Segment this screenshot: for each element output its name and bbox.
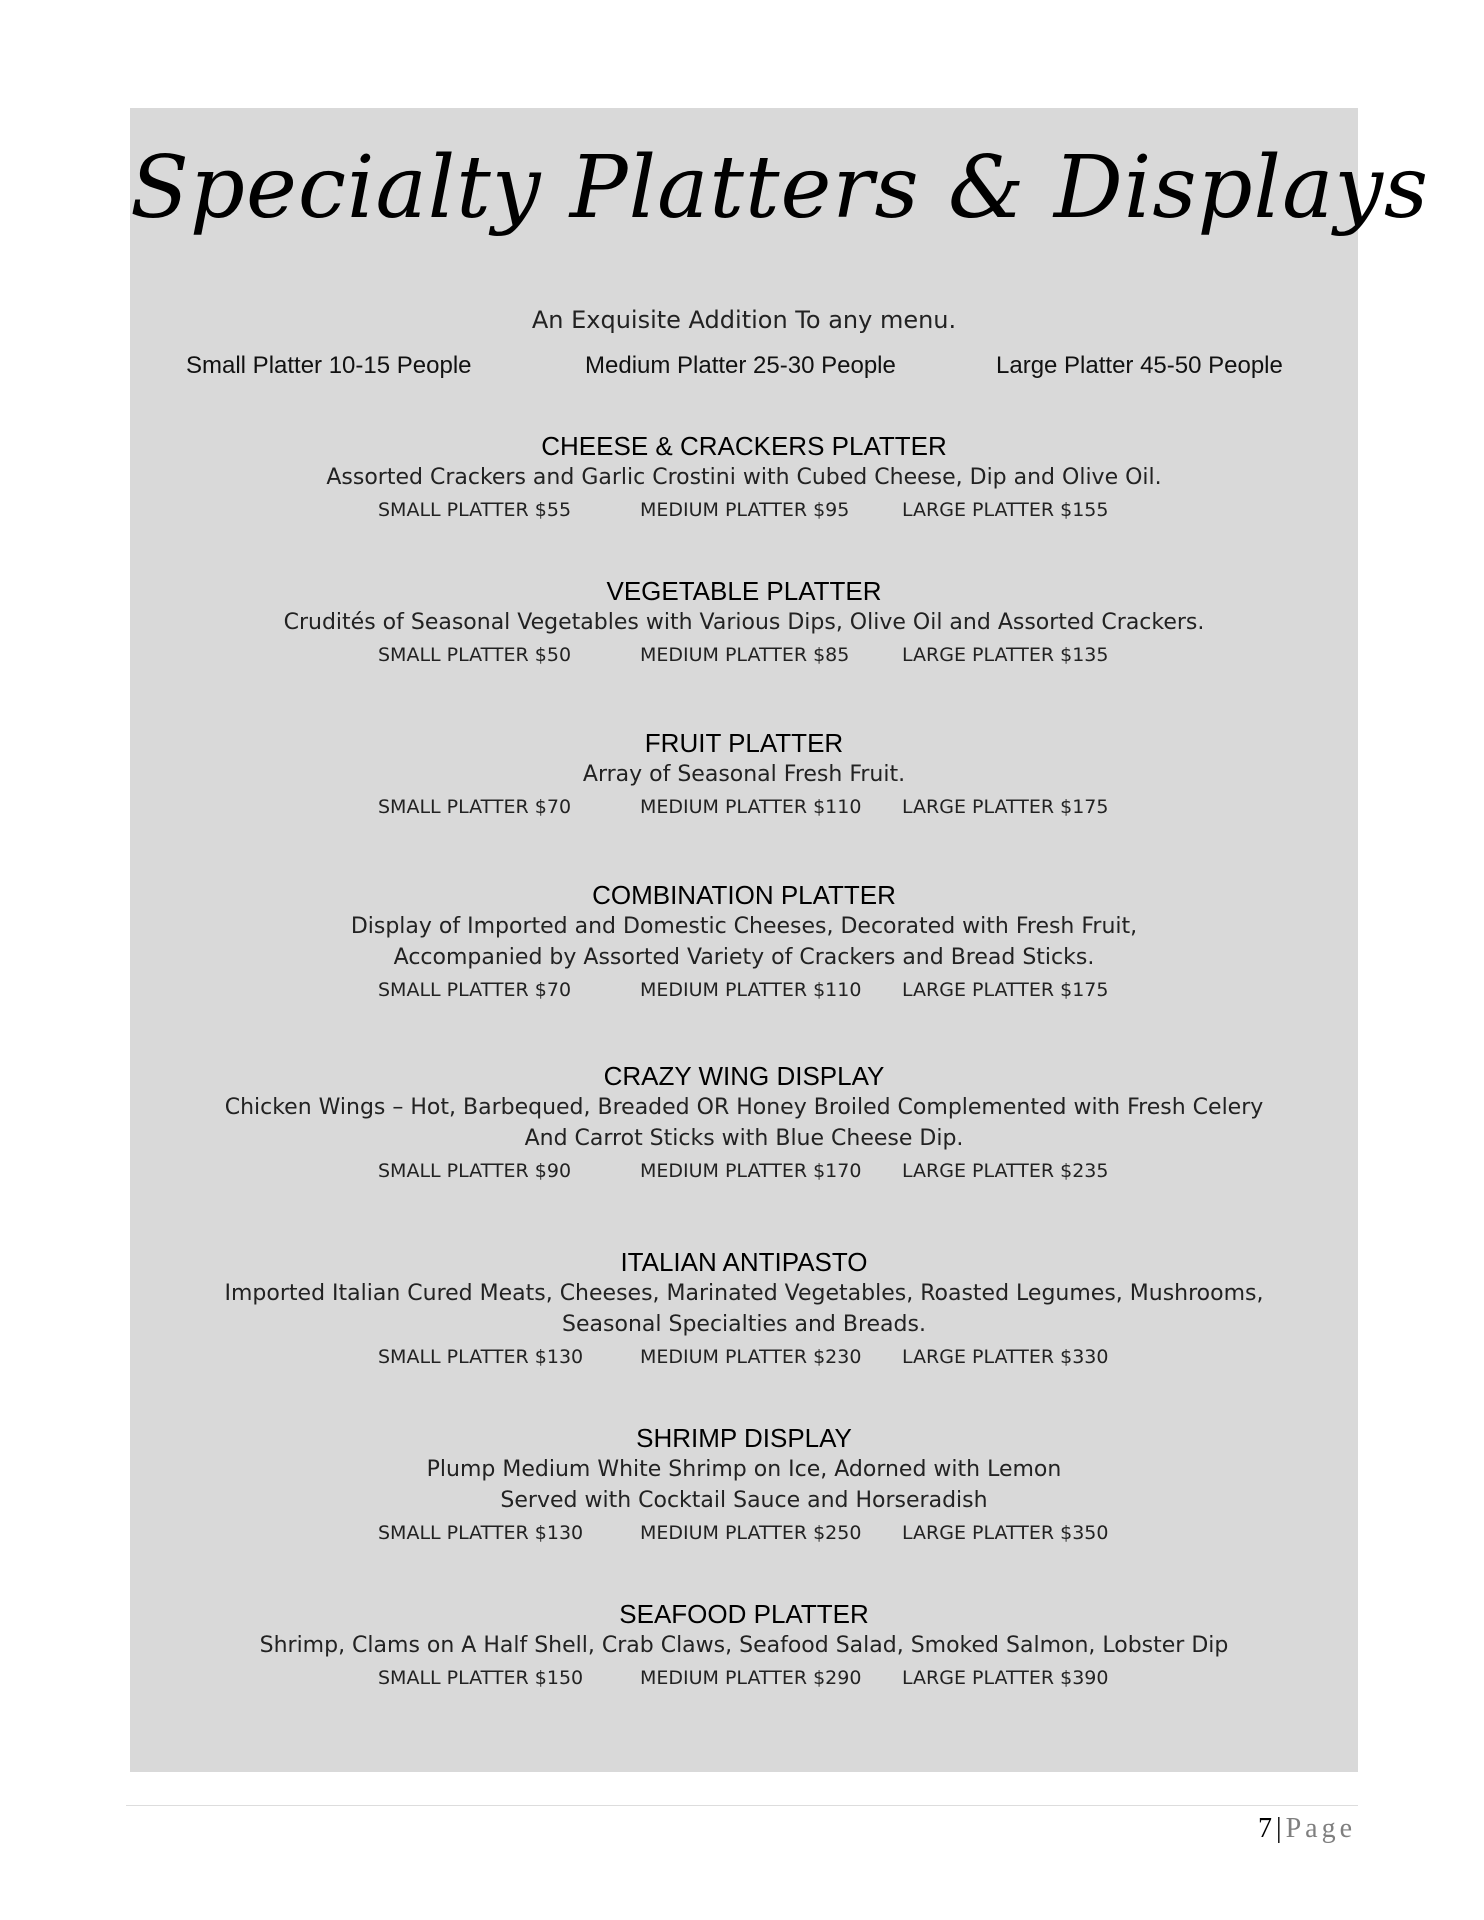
price-small: SMALL PLATTER $70	[378, 796, 572, 818]
menu-section	[130, 727, 1358, 822]
menu-section	[130, 1060, 1358, 1186]
price-small: SMALL PLATTER $50	[378, 644, 572, 666]
section-prices	[130, 1156, 1358, 1186]
section-heading: CRAZY WING DISPLAY	[603, 1061, 885, 1091]
menu-section	[130, 1246, 1358, 1372]
platter-sizes	[130, 352, 1358, 386]
price-small: SMALL PLATTER $70	[378, 979, 572, 1001]
section-description: Assorted Crackers and Garlic Crostini with Cubed Cheese, Dip and Olive Oil.	[326, 465, 1162, 490]
section-heading: VEGETABLE PLATTER	[606, 576, 882, 606]
price-medium: MEDIUM PLATTER $250	[640, 1522, 862, 1544]
price-medium: MEDIUM PLATTER $170	[640, 1160, 862, 1182]
price-medium: MEDIUM PLATTER $110	[640, 979, 862, 1001]
section-description: Accompanied by Assorted Variety of Crackers and Bread Sticks.	[393, 945, 1095, 970]
price-large: LARGE PLATTER $390	[902, 1667, 1109, 1689]
price-small: SMALL PLATTER $130	[378, 1522, 584, 1544]
footer-divider	[126, 1805, 1358, 1806]
menu-section	[130, 1422, 1358, 1548]
page-label: Page	[1285, 1813, 1356, 1844]
price-small: SMALL PLATTER $90	[378, 1160, 572, 1182]
page-subtitle: An Exquisite Addition To any menu.	[531, 306, 957, 334]
price-medium: MEDIUM PLATTER $230	[640, 1346, 862, 1368]
price-medium: MEDIUM PLATTER $95	[640, 499, 850, 521]
size-large: Large Platter 45-50 People	[996, 352, 1283, 379]
section-prices	[130, 1663, 1358, 1693]
section-heading: SEAFOOD PLATTER	[619, 1599, 869, 1629]
section-description: And Carrot Sticks with Blue Cheese Dip.	[524, 1126, 964, 1151]
menu-section	[130, 575, 1358, 670]
section-description: Plump Medium White Shrimp on Ice, Adorned with Lemon	[426, 1457, 1062, 1482]
price-medium: MEDIUM PLATTER $85	[640, 644, 850, 666]
section-description: Imported Italian Cured Meats, Cheeses, Marinated Vegetables, Roasted Legumes, Mushrooms,	[224, 1281, 1264, 1306]
price-large: LARGE PLATTER $135	[902, 644, 1109, 666]
section-description: Shrimp, Clams on A Half Shell, Crab Claws, Seafood Salad, Smoked Salmon, Lobster Dip	[259, 1633, 1229, 1658]
footer-separator: |	[1275, 1813, 1282, 1844]
section-heading: ITALIAN ANTIPASTO	[620, 1247, 868, 1277]
price-small: SMALL PLATTER $55	[378, 499, 572, 521]
price-medium: MEDIUM PLATTER $290	[640, 1667, 862, 1689]
section-prices	[130, 640, 1358, 670]
section-prices	[130, 1518, 1358, 1548]
price-large: LARGE PLATTER $175	[902, 979, 1109, 1001]
section-prices	[130, 975, 1358, 1005]
price-small: SMALL PLATTER $150	[378, 1667, 584, 1689]
section-prices	[130, 792, 1358, 822]
section-description: Seasonal Specialties and Breads.	[562, 1312, 926, 1337]
section-prices	[130, 495, 1358, 525]
price-medium: MEDIUM PLATTER $110	[640, 796, 862, 818]
section-description: Array of Seasonal Fresh Fruit.	[582, 762, 906, 787]
page-number: 7	[1257, 1813, 1272, 1844]
price-small: SMALL PLATTER $130	[378, 1346, 584, 1368]
section-heading: SHRIMP DISPLAY	[636, 1423, 852, 1453]
price-large: LARGE PLATTER $155	[902, 499, 1109, 521]
menu-panel	[130, 108, 1430, 1772]
price-large: LARGE PLATTER $330	[902, 1346, 1109, 1368]
size-medium: Medium Platter 25-30 People	[585, 352, 896, 379]
menu-section	[130, 430, 1358, 525]
price-large: LARGE PLATTER $235	[902, 1160, 1109, 1182]
section-heading: FRUIT PLATTER	[644, 728, 844, 758]
menu-section	[130, 879, 1358, 1005]
section-description: Chicken Wings – Hot, Barbequed, Breaded OR Honey Broiled Complemented with Fresh Celery	[224, 1095, 1264, 1120]
section-prices	[130, 1342, 1358, 1372]
section-description: Display of Imported and Domestic Cheeses, Decorated with Fresh Fruit,	[350, 914, 1138, 939]
menu-section	[130, 1598, 1358, 1693]
page-title: Specialty Platters & Displays	[130, 138, 1430, 238]
price-large: LARGE PLATTER $350	[902, 1522, 1109, 1544]
price-large: LARGE PLATTER $175	[902, 796, 1109, 818]
section-description: Crudités of Seasonal Vegetables with Various Dips, Olive Oil and Assorted Crackers.	[283, 610, 1205, 635]
section-heading: COMBINATION PLATTER	[592, 880, 896, 910]
page-footer	[1258, 1813, 1356, 1845]
section-heading: CHEESE & CRACKERS PLATTER	[541, 431, 947, 461]
size-small: Small Platter 10-15 People	[186, 352, 472, 379]
section-description: Served with Cocktail Sauce and Horseradish	[500, 1488, 988, 1513]
